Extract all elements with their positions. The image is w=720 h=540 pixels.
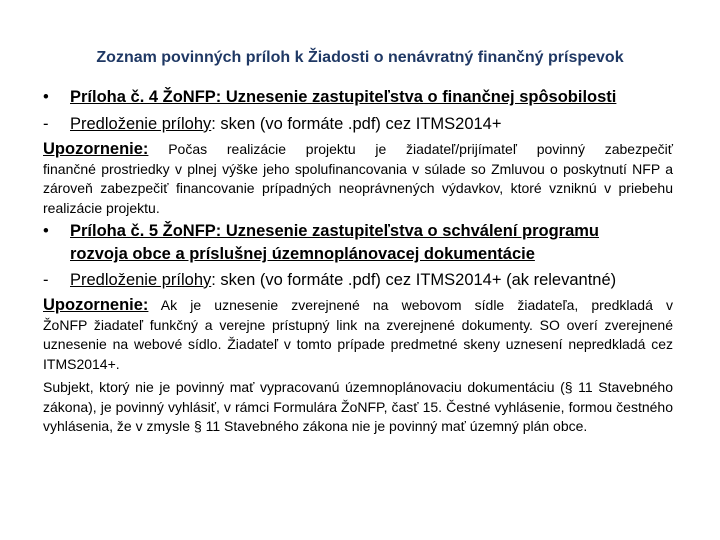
- bullet-marker: •: [43, 88, 49, 106]
- submission-4-detail: : sken (vo formáte .pdf) cez ITMS2014+: [211, 115, 502, 133]
- warning-4-label: Upozornenie:: [43, 140, 149, 158]
- submission-5-detail: : sken (vo formáte .pdf) cez ITMS2014+ (ak relevantné): [211, 271, 617, 289]
- attachment-4-title: Príloha č. 4 ŽoNFP: Uznesenie zastupiteľstva o finančnej spôsobilosti: [70, 88, 617, 106]
- warning-5-rest: ŽoNFP žiadateľ funkčný a verejne prístupný link na zverejnené dokumenty. SO overí zverejnené uznesenie na webové sídlo. Žiadateľ v tomto prípade predmetné skeny uznesení nepredkladá cez ITMS2014+.: [43, 316, 673, 372]
- warning-4-rest: finančné prostriedky v plnej výške jeho spolufinancovania v súlade so Zmluvou o poskytnutí NFP a zároveň zabezpečiť financovanie prípadných neoprávnených výdavkov, ktoré vzniknú v priebehu realizácie projektu.: [43, 160, 673, 216]
- warning-5-label: Upozornenie:: [43, 296, 149, 314]
- warning-5-paragraph: [43, 296, 673, 374]
- warning-5-firstline: [43, 296, 673, 316]
- attachment-5-title-line2: rozvoja obce a príslušnej územnoplánovacej dokumentácie: [70, 245, 535, 263]
- submission-4-text: [70, 115, 502, 134]
- submission-4-label: Predloženie prílohy: [70, 115, 212, 133]
- warning-4-firstline: [43, 140, 673, 160]
- warning-4-paragraph: [43, 140, 673, 218]
- document-title: Zoznam povinných príloh k Žiadosti o nenávratný finančný príspevok: [96, 49, 624, 66]
- dash-marker: -: [43, 115, 49, 133]
- submission-5-label: Predloženie prílohy: [70, 271, 212, 289]
- bullet-marker: •: [43, 222, 49, 240]
- submission-5-text: [70, 271, 616, 290]
- warning-5-first: Ak je uznesenie zverejnené na webovom sídle žiadateľa, predkladá v: [160, 297, 674, 313]
- note-paragraph: Subjekt, ktorý nie je povinný mať vypracovanú územnoplánovaciu dokumentáciu (§ 11 Stavebného zákona), je povinný vyhlásiť, v rámci Formulára ŽoNFP, časť 15. Čestné vyhlásenie, formou čestného vyhlásenia, že v zmysle § 11 Stavebného zákona nie je povinný mať územný plán obce.: [43, 379, 673, 434]
- warning-4-first: Počas realizácie projektu je žiadateľ/prijímateľ povinný zabezpečiť: [168, 141, 674, 157]
- attachment-5-title-line1: Príloha č. 5 ŽoNFP: Uznesenie zastupiteľstva o schválení programu: [70, 222, 599, 240]
- dash-marker: -: [43, 271, 49, 289]
